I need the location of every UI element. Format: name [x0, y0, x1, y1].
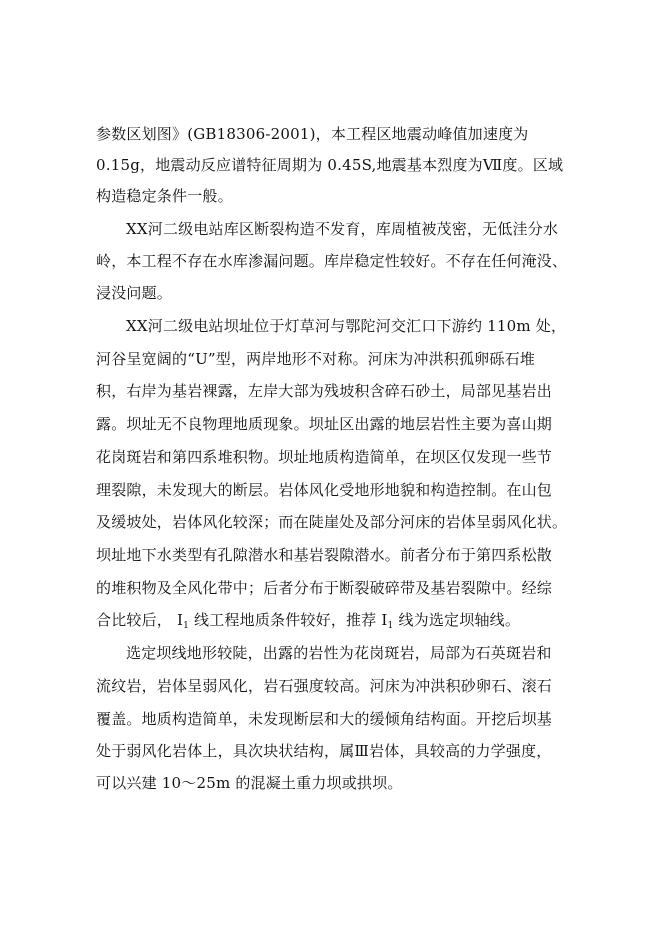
- text-segment: 线工程地质条件较好，推荐: [194, 611, 377, 629]
- axis-label-subscript: 1: [183, 621, 190, 631]
- text-line: 花岗斑岩和第四系堆积物。坝址地质构造简单，在坝区仅发现一些节: [96, 448, 553, 466]
- text-line: 及缓坡处，岩体风化较深；而在陡崖处及部分河床的岩体呈弱风化状。: [96, 513, 568, 531]
- text-line: 参数区划图》(GB18306-2001)，本工程区地震动峰值加速度为: [96, 125, 529, 143]
- text-line: 覆盖。地质构造简单，未发现断层和大的缓倾角结构面。开挖后坝基: [96, 710, 553, 728]
- text-segment: 线为选定坝轴线。: [398, 611, 521, 629]
- text-line: 岭，本工程不存在水库渗漏问题。库岸稳定性较好。不存在任何淹没、: [96, 252, 568, 270]
- text-line: 河谷呈宽阔的“U”型，两岸地形不对称。河床为冲洪积孤卵砾石堆: [96, 350, 535, 368]
- text-line: 浸没问题。: [96, 284, 173, 302]
- text-line: 流纹岩，岩体呈弱风化，岩石强度较高。河床为冲洪积砂卵石、滚石: [96, 677, 553, 695]
- axis-label-subscript: 1: [387, 621, 394, 631]
- text-line: 选定坝线地形较陡，出露的岩性为花岗斑岩，局部为石英斑岩和: [126, 644, 552, 662]
- text-line: 的堆积物及全风化带中；后者分布于断裂破碎带及基岩裂隙中。经综: [96, 579, 553, 597]
- axis-label: Ⅰ: [176, 611, 184, 629]
- text-line: XX河二级电站库区断裂构造不发育，库周植被茂密，无低洼分水: [126, 220, 559, 238]
- text-line: 坝址地下水类型有孔隙潜水和基岩裂隙潜水。前者分布于第四系松散: [96, 546, 553, 564]
- text-line: 构造稳定条件一般。: [96, 187, 233, 205]
- text-line: 积，右岸为基岩裸露，左岸大部为残坡积含碎石砂土，局部见基岩出: [96, 382, 553, 400]
- text-line: 露。坝址无不良物理地质现象。坝址区出露的地层岩性主要为喜山期: [96, 415, 553, 433]
- text-line: 0.15g，地震动反应谱特征周期为 0.45S,地震基本烈度为Ⅶ度。区域: [96, 156, 564, 174]
- text-line: 理裂隙，未发现大的断层。岩体风化受地形地貌和构造控制。在山包: [96, 481, 553, 499]
- text-line-with-axis-labels: [96, 610, 520, 636]
- text-line: XX河二级电站坝址位于灯草河与鄂陀河交汇口下游约 110m 处，: [126, 317, 567, 335]
- text-line: 处于弱风化岩体上，具次块状结构，属Ⅲ岩体，具较高的力学强度，: [96, 742, 552, 760]
- axis-label: Ⅰ: [381, 611, 388, 629]
- text-segment: 合比较后，: [96, 611, 173, 629]
- text-line: 可以兴建 10～25m 的混凝土重力坝或拱坝。: [96, 774, 403, 792]
